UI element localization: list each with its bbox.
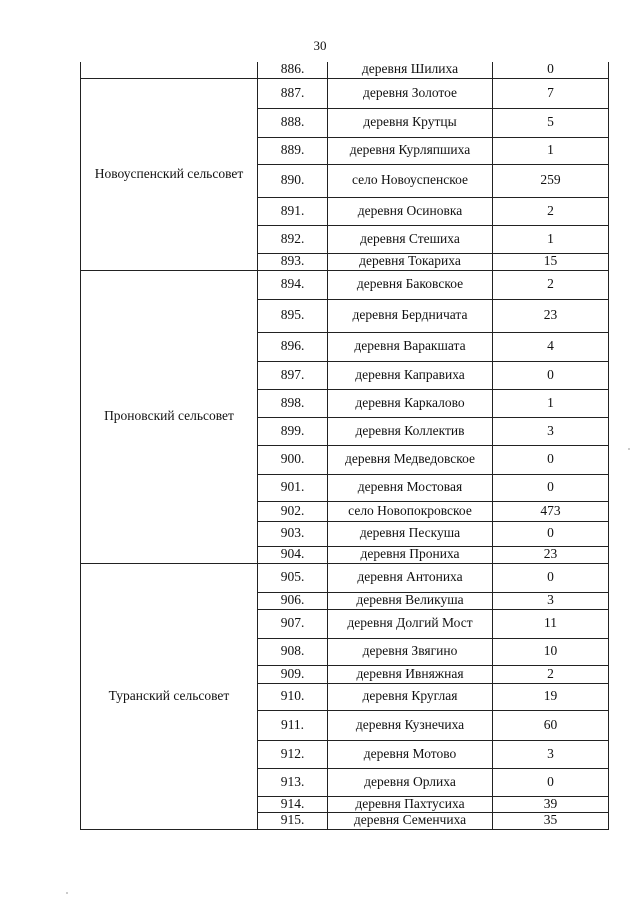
settlement-name-cell: деревня Курляпшиха — [328, 137, 493, 164]
population-cell: 1 — [493, 225, 609, 253]
settlement-name-cell: деревня Стешиха — [328, 225, 493, 253]
row-number-cell: 910. — [258, 683, 328, 710]
population-cell: 4 — [493, 332, 609, 361]
population-cell: 0 — [493, 474, 609, 501]
settlement-name-cell: село Новоуспенское — [328, 164, 493, 197]
settlement-name-cell: деревня Антониха — [328, 563, 493, 592]
settlement-name-cell: деревня Кузнечиха — [328, 710, 493, 740]
settlement-name-cell: деревня Ивняжная — [328, 665, 493, 683]
population-cell: 23 — [493, 546, 609, 563]
settlement-name-cell: деревня Коллектив — [328, 417, 493, 445]
settlement-name-cell: деревня Каправиха — [328, 361, 493, 389]
row-number-cell: 902. — [258, 501, 328, 521]
population-cell: 2 — [493, 665, 609, 683]
table-row — [81, 563, 609, 592]
population-cell: 3 — [493, 417, 609, 445]
row-number-cell: 911. — [258, 710, 328, 740]
table-row — [81, 270, 609, 299]
row-number-cell: 897. — [258, 361, 328, 389]
settlement-name-cell: деревня Долгий Мост — [328, 609, 493, 638]
row-number-cell: 893. — [258, 253, 328, 270]
settlement-name-cell: деревня Пахтусиха — [328, 796, 493, 812]
settlement-name-cell: деревня Осиновка — [328, 197, 493, 225]
settlement-name-cell: деревня Шилиха — [328, 62, 493, 78]
row-number-cell: 905. — [258, 563, 328, 592]
row-number-cell: 901. — [258, 474, 328, 501]
row-number-cell: 909. — [258, 665, 328, 683]
settlement-name-cell: деревня Звягино — [328, 638, 493, 665]
settlement-name-cell: деревня Бердничата — [328, 299, 493, 332]
population-cell: 473 — [493, 501, 609, 521]
population-cell: 3 — [493, 740, 609, 768]
population-cell: 10 — [493, 638, 609, 665]
population-cell: 2 — [493, 197, 609, 225]
population-cell: 0 — [493, 768, 609, 796]
row-number-cell: 895. — [258, 299, 328, 332]
population-cell: 2 — [493, 270, 609, 299]
population-cell: 0 — [493, 361, 609, 389]
table-row — [81, 62, 609, 78]
settlement-name-cell: деревня Пескуша — [328, 521, 493, 546]
population-cell: 7 — [493, 78, 609, 108]
row-number-cell: 913. — [258, 768, 328, 796]
settlement-name-cell: деревня Крутцы — [328, 108, 493, 137]
row-number-cell: 900. — [258, 445, 328, 474]
council-name-cell-empty — [81, 62, 258, 78]
population-cell: 0 — [493, 62, 609, 78]
population-cell: 15 — [493, 253, 609, 270]
settlement-name-cell: деревня Медведовское — [328, 445, 493, 474]
row-number-cell: 904. — [258, 546, 328, 563]
row-number-cell: 898. — [258, 389, 328, 417]
population-cell: 23 — [493, 299, 609, 332]
scan-speck — [628, 448, 630, 450]
settlement-name-cell: деревня Семенчиха — [328, 812, 493, 829]
row-number-cell: 891. — [258, 197, 328, 225]
population-cell: 5 — [493, 108, 609, 137]
row-number-cell: 888. — [258, 108, 328, 137]
population-cell: 0 — [493, 563, 609, 592]
settlement-name-cell: деревня Орлиха — [328, 768, 493, 796]
population-cell: 3 — [493, 592, 609, 609]
scan-speck — [66, 892, 68, 894]
settlement-name-cell: деревня Золотое — [328, 78, 493, 108]
row-number-cell: 894. — [258, 270, 328, 299]
population-cell: 1 — [493, 389, 609, 417]
settlement-name-cell: деревня Круглая — [328, 683, 493, 710]
page-number: 30 — [313, 38, 327, 53]
row-number-cell: 887. — [258, 78, 328, 108]
population-cell: 39 — [493, 796, 609, 812]
settlements-table — [80, 62, 609, 830]
settlement-name-cell: деревня Великуша — [328, 592, 493, 609]
row-number-cell: 912. — [258, 740, 328, 768]
row-number-cell: 886. — [258, 62, 328, 78]
settlements-table-container — [80, 62, 608, 830]
row-number-cell: 890. — [258, 164, 328, 197]
row-number-cell: 899. — [258, 417, 328, 445]
settlement-name-cell: деревня Прониха — [328, 546, 493, 563]
settlement-name-cell: село Новопокровское — [328, 501, 493, 521]
row-number-cell: 892. — [258, 225, 328, 253]
settlement-name-cell: деревня Каркалово — [328, 389, 493, 417]
population-cell: 11 — [493, 609, 609, 638]
row-number-cell: 903. — [258, 521, 328, 546]
row-number-cell: 907. — [258, 609, 328, 638]
population-cell: 1 — [493, 137, 609, 164]
settlement-name-cell: деревня Мотово — [328, 740, 493, 768]
row-number-cell: 915. — [258, 812, 328, 829]
population-cell: 0 — [493, 445, 609, 474]
council-name-cell: Проновский сельсовет — [81, 270, 258, 563]
table-row — [81, 78, 609, 108]
council-name-cell: Новоуспенский сельсовет — [81, 78, 258, 270]
population-cell: 35 — [493, 812, 609, 829]
row-number-cell: 896. — [258, 332, 328, 361]
row-number-cell: 906. — [258, 592, 328, 609]
row-number-cell: 889. — [258, 137, 328, 164]
population-cell: 60 — [493, 710, 609, 740]
row-number-cell: 908. — [258, 638, 328, 665]
settlement-name-cell: деревня Токариха — [328, 253, 493, 270]
council-name-cell: Туранский сельсовет — [81, 563, 258, 829]
settlement-name-cell: деревня Мостовая — [328, 474, 493, 501]
population-cell: 0 — [493, 521, 609, 546]
settlement-name-cell: деревня Баковское — [328, 270, 493, 299]
population-cell: 19 — [493, 683, 609, 710]
settlement-name-cell: деревня Варакшата — [328, 332, 493, 361]
population-cell: 259 — [493, 164, 609, 197]
row-number-cell: 914. — [258, 796, 328, 812]
settlements-table-body — [81, 62, 609, 829]
